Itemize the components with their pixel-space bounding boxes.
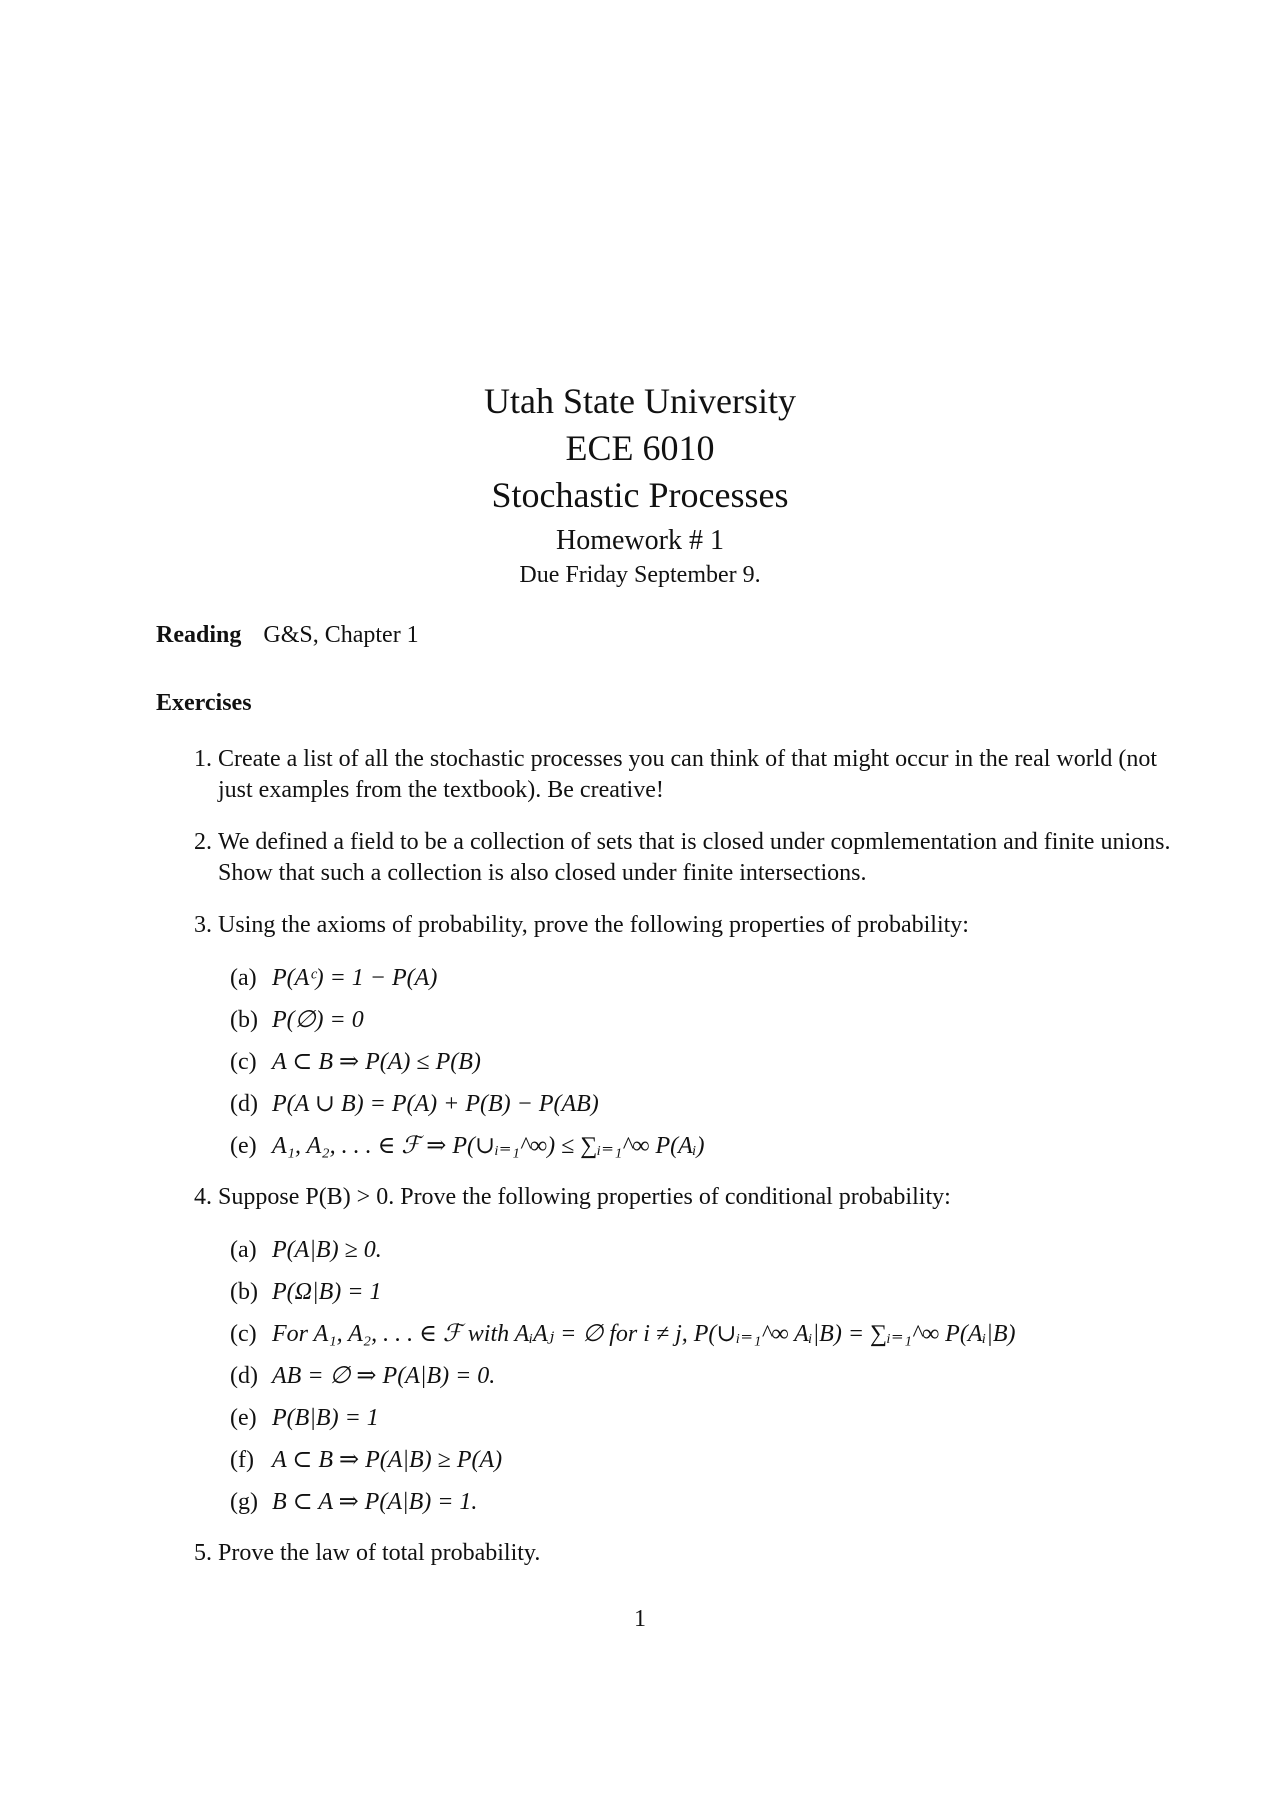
subitem-label: (c) — [230, 1321, 257, 1347]
subitem-formula: P(∅) = 0 — [272, 1007, 364, 1033]
subitem-3c — [230, 1047, 481, 1077]
reading-text: G&S, Chapter 1 — [263, 622, 419, 648]
homework-title: Homework # 1 — [556, 525, 724, 556]
course-code: ECE 6010 — [565, 428, 715, 468]
exercise-text: Create a list of all the stochastic processes you can think of that might occur in the real world (not just examples from the textbook). Be creative! — [218, 746, 1158, 803]
subitem-4c — [230, 1319, 1016, 1349]
subitem-label: (b) — [230, 1007, 258, 1033]
subitem-formula: P(A ∪ B) = P(A) + P(B) − P(AB) — [272, 1091, 599, 1117]
exercise-item-2 — [184, 827, 1184, 889]
subitem-4d — [230, 1361, 495, 1391]
subitem-label: (d) — [230, 1363, 258, 1389]
due-date: Due Friday September 9. — [519, 562, 761, 588]
subitem-4a — [230, 1235, 382, 1265]
exercise-number: 2. — [194, 829, 212, 855]
subitem-formula: P(A|B) ≥ 0. — [272, 1237, 382, 1263]
course-title: Stochastic Processes — [491, 475, 789, 515]
document-header — [0, 378, 1280, 590]
subitem-3d — [230, 1089, 599, 1119]
subitem-3a — [230, 963, 437, 993]
subitem-formula: P(B|B) = 1 — [272, 1405, 379, 1431]
subitem-label: (a) — [230, 965, 257, 991]
subitem-4g — [230, 1487, 477, 1517]
exercises-heading: Exercises — [156, 690, 252, 716]
university-name: Utah State University — [484, 381, 796, 421]
exercise-item-5 — [184, 1538, 1184, 1569]
exercise-item-1 — [184, 744, 1184, 806]
exercise-number: 3. — [194, 912, 212, 938]
exercise-text: We defined a field to be a collection of sets that is closed under copmlementation and finite unions. Show that such a collection is also closed under finite intersections. — [218, 829, 1171, 886]
exercise-text: Using the axioms of probability, prove the following properties of probability: — [218, 912, 969, 938]
subitem-label: (a) — [230, 1237, 257, 1263]
page-number: 1 — [634, 1606, 646, 1632]
subitem-3b — [230, 1005, 364, 1035]
subitem-formula: A ⊂ B ⇒ P(A|B) ≥ P(A) — [272, 1447, 503, 1473]
exercise-number: 4. — [194, 1184, 212, 1210]
subitem-label: (d) — [230, 1091, 258, 1117]
exercise-number: 1. — [194, 746, 212, 772]
subitem-label: (g) — [230, 1489, 258, 1515]
reading-label: Reading — [156, 622, 242, 648]
subitem-formula: A₁, A₂, . . . ∈ ℱ ⇒ P(∪ᵢ₌₁^∞) ≤ ∑ᵢ₌₁^∞ P(Aᵢ) — [272, 1133, 705, 1159]
subitem-formula: AB = ∅ ⇒ P(A|B) = 0. — [272, 1363, 496, 1389]
subitem-4f — [230, 1445, 502, 1475]
subitem-formula: P(Ω|B) = 1 — [272, 1279, 382, 1305]
subitem-label: (c) — [230, 1049, 257, 1075]
subitem-label: (e) — [230, 1133, 257, 1159]
exercise-text: Prove the law of total probability. — [218, 1540, 541, 1566]
subitem-formula: A ⊂ B ⇒ P(A) ≤ P(B) — [272, 1049, 481, 1075]
subitem-label: (e) — [230, 1405, 257, 1431]
subitem-formula: P(Aᶜ) = 1 − P(A) — [272, 965, 438, 991]
exercise-item-3 — [184, 910, 1184, 941]
subitem-formula: For A₁, A₂, . . . ∈ ℱ with AᵢAⱼ = ∅ for i ≠ j, P(∪ᵢ₌₁^∞ Aᵢ|B) = ∑ᵢ₌₁^∞ P(Aᵢ|B) — [272, 1321, 1016, 1347]
subitem-4b — [230, 1277, 381, 1307]
exercise-text: Suppose P(B) > 0. Prove the following properties of conditional probability: — [218, 1184, 951, 1210]
reading-line — [156, 622, 419, 649]
subitem-4e — [230, 1403, 379, 1433]
exercise-number: 5. — [194, 1540, 212, 1566]
subitem-label: (f) — [230, 1447, 254, 1473]
subitem-label: (b) — [230, 1279, 258, 1305]
subitem-formula: B ⊂ A ⇒ P(A|B) = 1. — [272, 1489, 478, 1515]
subitem-3e — [230, 1131, 705, 1161]
exercise-item-4 — [184, 1182, 1184, 1213]
